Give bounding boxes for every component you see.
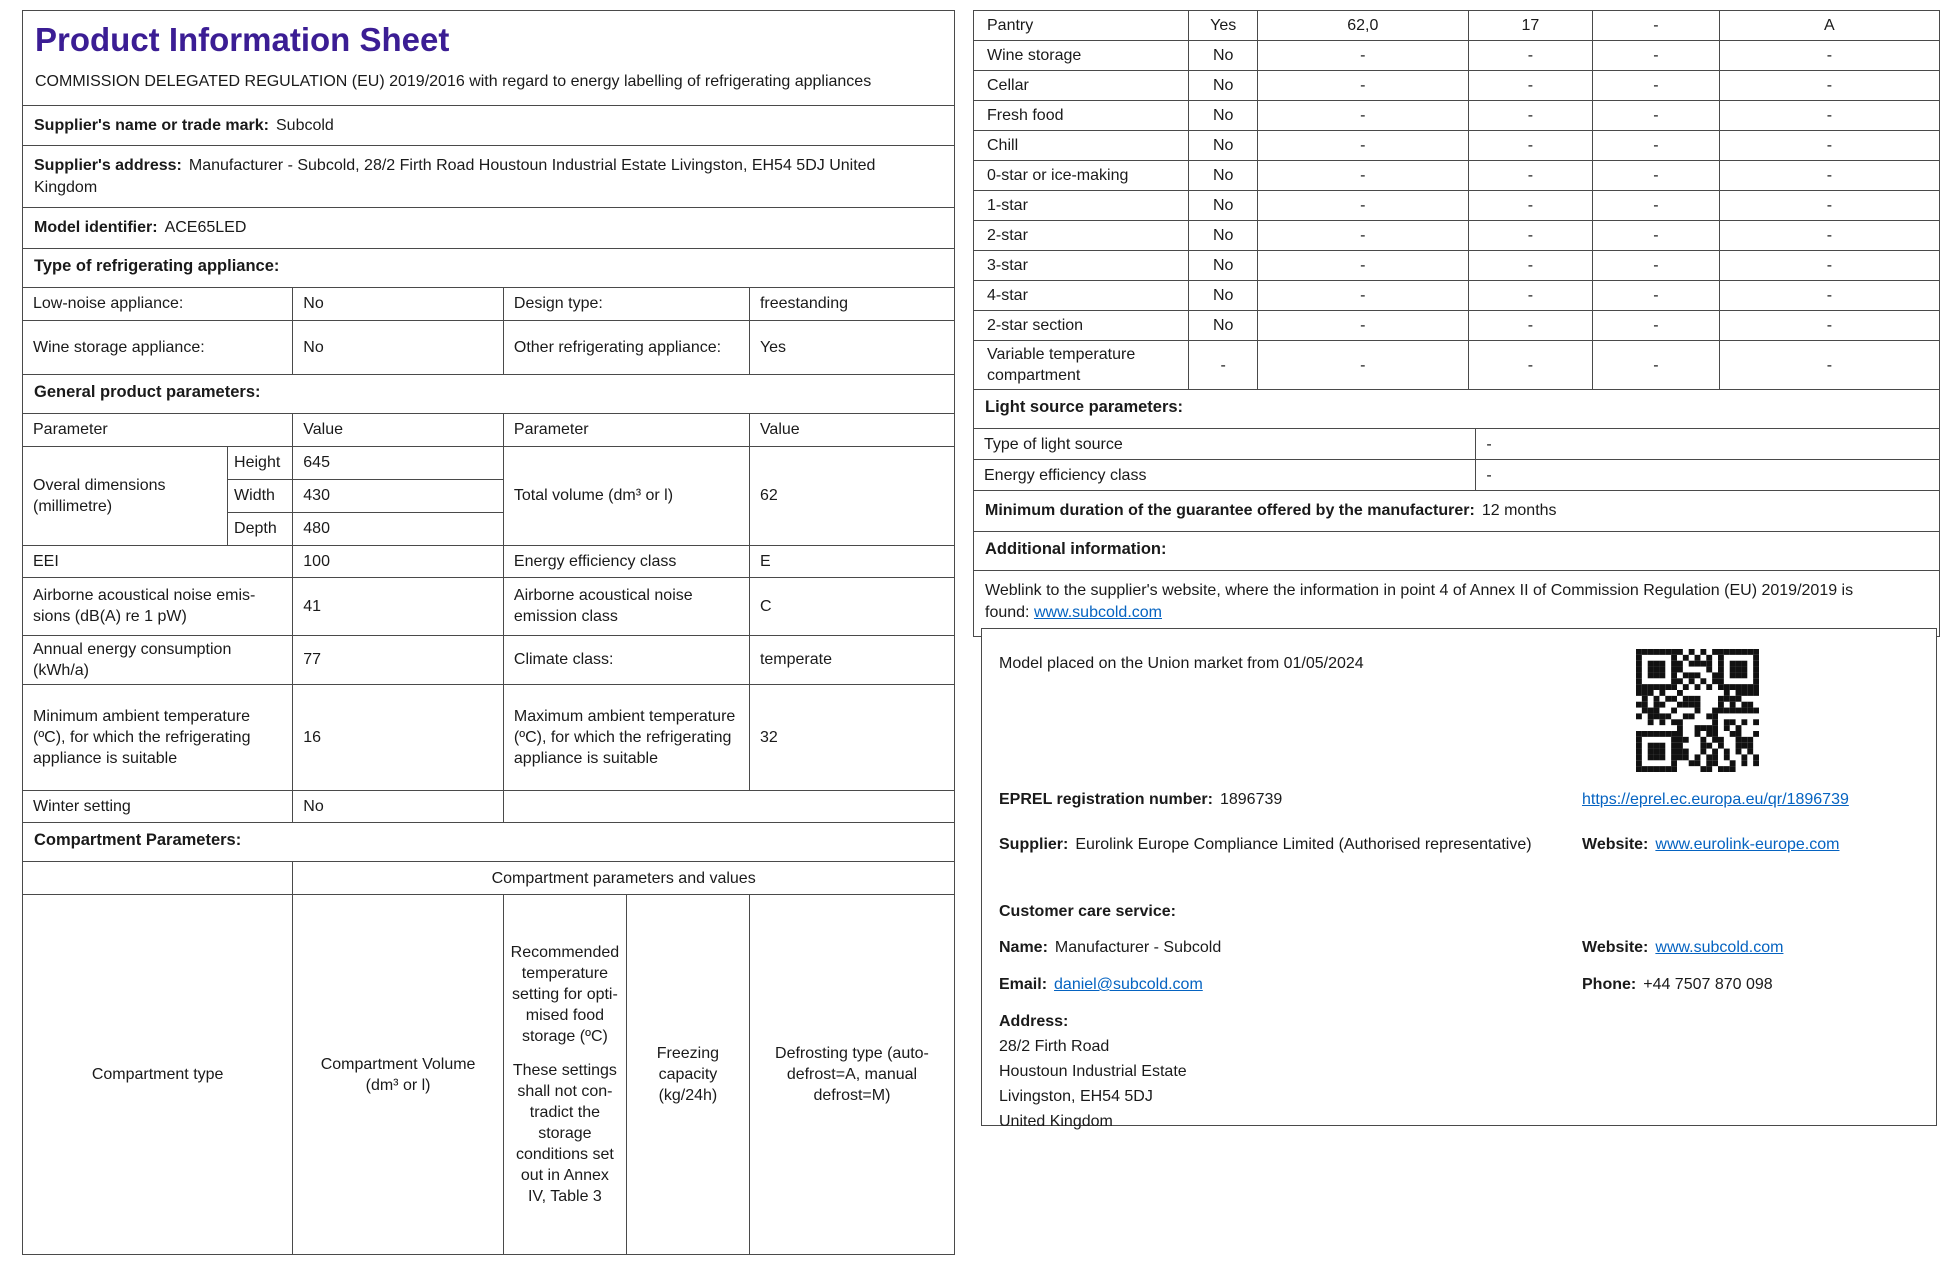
compartment-row	[974, 311, 1940, 341]
compartment-type-cell: Chill	[974, 131, 1189, 161]
table-header-row	[23, 895, 955, 1255]
compartment-present-cell: No	[1189, 161, 1258, 191]
page-title: Product Information Sheet	[35, 21, 450, 58]
value-cell: 77	[293, 635, 504, 684]
table-row	[23, 545, 955, 577]
header-cell: Value	[293, 414, 504, 447]
value-cell: 62	[749, 446, 954, 545]
light-section-heading: Light source parameters:	[973, 390, 1940, 429]
compartment-defrost-cell: -	[1719, 281, 1939, 311]
compartment-present-cell: No	[1189, 311, 1258, 341]
market-date-text: Model placed on the Union market from 01/05/2024	[999, 655, 1364, 672]
supplier-name-label: Supplier's name or trade mark:	[34, 116, 269, 134]
compartment-header-section	[22, 862, 955, 1255]
general-parameters-table	[22, 414, 955, 823]
compartment-freezing-cell: -	[1593, 101, 1720, 131]
compartment-row	[974, 71, 1940, 101]
defrosting-type-header: Defrosting type (auto-defrost=A, manual defrost=M)	[749, 895, 954, 1255]
compartment-present-cell: -	[1189, 341, 1258, 390]
supplier-weblink[interactable]: www.subcold.com	[1033, 604, 1162, 622]
email-label: Email:	[999, 976, 1048, 993]
guarantee-row	[973, 491, 1940, 532]
compartment-row	[974, 101, 1940, 131]
dim-key-cell: Width	[228, 479, 293, 512]
table-row	[23, 446, 955, 479]
compartment-type-cell: Pantry	[974, 11, 1189, 41]
compartment-temp-cell: -	[1468, 191, 1593, 221]
model-identifier-row	[22, 208, 955, 249]
compartment-freezing-cell: -	[1593, 281, 1720, 311]
compartment-type-cell: Cellar	[974, 71, 1189, 101]
email-link[interactable]: daniel@subcold.com	[1054, 976, 1203, 993]
param-cell: Wine storage appliance:	[23, 320, 293, 374]
compartment-row	[974, 221, 1940, 251]
type-section-heading: Type of refrigerating appliance:	[22, 249, 955, 288]
param-cell: Airborne acoustical noise emissions (dB(A) re 1 pW)	[23, 577, 293, 635]
model-identifier-label: Model identifier:	[34, 219, 158, 237]
eprel-registration	[999, 789, 1574, 811]
address-line: United Kingdom	[999, 1113, 1113, 1130]
header-cell: Parameter	[23, 414, 293, 447]
care-email-row	[999, 974, 1919, 996]
compartment-temp-cell: -	[1468, 221, 1593, 251]
phone-value: +44 7507 870 098	[1643, 976, 1773, 993]
compartment-type-cell: 2-star section	[974, 311, 1189, 341]
recommended-temp-note: These settings shall not contradict the storage conditions set out in Annex IV, Table 3	[512, 1061, 617, 1206]
value-cell: -	[1476, 460, 1940, 491]
compartment-present-cell: No	[1189, 251, 1258, 281]
table-row	[23, 320, 955, 374]
supplier-label: Supplier:	[999, 836, 1069, 853]
name-label: Name:	[999, 939, 1048, 956]
eprel-label: EPREL registration number:	[999, 791, 1213, 808]
care-name	[999, 937, 1574, 959]
compartment-temp-cell: 17	[1468, 11, 1593, 41]
address-label: Address:	[999, 1013, 1069, 1030]
compartment-temp-cell: -	[1468, 71, 1593, 101]
compartment-row	[974, 161, 1940, 191]
value-cell: freestanding	[749, 288, 954, 321]
weblink-row	[973, 571, 1940, 637]
value-cell: No	[293, 288, 504, 321]
compartment-defrost-cell: -	[1719, 101, 1939, 131]
eprel-row	[999, 789, 1919, 811]
compartment-header-table	[22, 862, 955, 1255]
supplier-value: Eurolink Europe Compliance Limited (Authorised representative)	[1075, 836, 1532, 853]
span-header-cell: Compartment parameters and values	[293, 862, 955, 895]
dim-value-cell: 645	[293, 446, 504, 479]
compartment-row	[974, 41, 1940, 71]
address-lines	[999, 1034, 1919, 1134]
value-cell: No	[293, 320, 504, 374]
website-label: Website:	[1582, 836, 1649, 853]
compartment-freezing-cell: -	[1593, 11, 1720, 41]
compartment-freezing-cell: -	[1593, 191, 1720, 221]
param-cell: Winter setting	[23, 791, 293, 823]
compartment-type-cell: 2-star	[974, 221, 1189, 251]
param-cell: Energy efficiency class	[974, 460, 1476, 491]
param-cell: Energy efficiency class	[503, 545, 749, 577]
appliance-type-table	[22, 288, 955, 375]
value-cell: -	[1476, 429, 1940, 460]
value-cell: Yes	[749, 320, 954, 374]
compartment-defrost-cell: -	[1719, 311, 1939, 341]
dim-key-cell: Depth	[228, 512, 293, 545]
compartment-present-cell: No	[1189, 221, 1258, 251]
compartment-type-cell: 1-star	[974, 191, 1189, 221]
param-cell: Airborne acoustical noise emission class	[503, 577, 749, 635]
address-line: Livingston, EH54 5DJ	[999, 1088, 1153, 1105]
table-row	[23, 791, 955, 823]
eprel-value: 1896739	[1219, 791, 1283, 808]
care-email	[999, 974, 1574, 996]
compartment-volume-cell: -	[1257, 161, 1468, 191]
compartment-defrost-cell: A	[1719, 11, 1939, 41]
supplier-website-link[interactable]: www.eurolink-europe.com	[1655, 836, 1840, 853]
compartment-row	[974, 251, 1940, 281]
model-identifier-value: ACE65LED	[164, 219, 247, 237]
compartment-defrost-cell: -	[1719, 251, 1939, 281]
care-name-row	[999, 937, 1919, 959]
compartment-present-cell: No	[1189, 131, 1258, 161]
compartment-values-section	[973, 10, 1940, 390]
param-cell: Design type:	[503, 288, 749, 321]
table-row	[974, 460, 1940, 491]
value-cell: 41	[293, 577, 504, 635]
compartment-volume-cell: -	[1257, 41, 1468, 71]
title-block	[22, 10, 955, 106]
compartment-values-table-body	[974, 11, 1940, 390]
guarantee-label: Minimum duration of the guarantee offered by the manufacturer:	[985, 502, 1475, 520]
compartment-volume-cell: -	[1257, 341, 1468, 390]
compartment-present-cell: No	[1189, 281, 1258, 311]
compartment-freezing-cell: -	[1593, 41, 1720, 71]
compartment-type-cell: 0-star or ice-making	[974, 161, 1189, 191]
compartment-temp-cell: -	[1468, 281, 1593, 311]
market-date-row	[999, 653, 1919, 675]
value-cell: 100	[293, 545, 504, 577]
param-cell: Minimum ambient temperature (ºC), for which the refrigerating appliance is suitable	[23, 685, 293, 791]
recommended-temp-text: Recommended temperature setting for optimised food storage (ºC)	[510, 943, 620, 1046]
compartment-freezing-cell: -	[1593, 311, 1720, 341]
address-line: 28/2 Firth Road	[999, 1038, 1110, 1055]
address-line: Houstoun Industrial Estate	[999, 1063, 1187, 1080]
recommended-temp-header	[503, 895, 626, 1255]
authorised-supplier	[999, 834, 1574, 856]
guarantee-value: 12 months	[1481, 502, 1557, 520]
compartment-present-cell: No	[1189, 101, 1258, 131]
compartment-defrost-cell: -	[1719, 191, 1939, 221]
compartment-freezing-cell: -	[1593, 131, 1720, 161]
supplier-address-row	[22, 146, 955, 208]
compartment-volume-cell: -	[1257, 311, 1468, 341]
compartment-row	[974, 341, 1940, 390]
compartment-type-header: Compartment type	[23, 895, 293, 1255]
customer-care-heading: Customer care service:	[999, 903, 1176, 920]
compartment-freezing-cell: -	[1593, 221, 1720, 251]
compartment-volume-cell: -	[1257, 191, 1468, 221]
left-panel	[22, 10, 955, 1255]
right-panel	[973, 10, 1940, 637]
compartment-freezing-cell: -	[1593, 161, 1720, 191]
compartment-row	[974, 11, 1940, 41]
type-table-section	[22, 288, 955, 375]
compartment-row	[974, 281, 1940, 311]
empty-cell	[503, 791, 954, 823]
compartment-temp-cell: -	[1468, 341, 1593, 390]
dim-value-cell: 480	[293, 512, 504, 545]
dimensions-label-cell: Overal dimensions (millimetre)	[23, 446, 228, 545]
general-table-section	[22, 414, 955, 823]
compartment-freezing-cell: -	[1593, 71, 1720, 101]
compartment-defrost-cell: -	[1719, 161, 1939, 191]
compartment-volume-header: Compartment Volume (dm³ or l)	[293, 895, 504, 1255]
compartment-volume-cell: -	[1257, 131, 1468, 161]
compartment-volume-cell: 62,0	[1257, 11, 1468, 41]
table-row	[23, 577, 955, 635]
address-block	[999, 1009, 1919, 1134]
supplier-address-value: Manufacturer - Subcold, 28/2 Firth Road Houstoun Industrial Estate Livingston, EH54 5DJ United Kingdom	[34, 157, 876, 196]
compartment-temp-cell: -	[1468, 161, 1593, 191]
compartment-type-cell: 4-star	[974, 281, 1189, 311]
param-cell: Climate class:	[503, 635, 749, 684]
compartment-present-cell: No	[1189, 191, 1258, 221]
qr-code	[1636, 649, 1759, 772]
compartment-volume-cell: -	[1257, 281, 1468, 311]
registration-box	[981, 628, 1937, 1130]
phone-label: Phone:	[1582, 976, 1637, 993]
compartment-present-cell: Yes	[1189, 11, 1258, 41]
compartment-freezing-cell: -	[1593, 341, 1720, 390]
empty-cell	[23, 862, 293, 895]
compartment-temp-cell: -	[1468, 131, 1593, 161]
eprel-link[interactable]: https://eprel.ec.europa.eu/qr/1896739	[1582, 791, 1849, 808]
compartment-temp-cell: -	[1468, 41, 1593, 71]
compartment-type-cell: Fresh food	[974, 101, 1189, 131]
general-section-heading: General product parameters:	[22, 375, 955, 414]
compartment-type-cell: Variable temperature compartment	[974, 341, 1189, 390]
value-cell: temperate	[749, 635, 954, 684]
table-row	[23, 288, 955, 321]
light-table-section	[973, 429, 1940, 491]
compartment-defrost-cell: -	[1719, 71, 1939, 101]
supplier-address-label: Supplier's address:	[34, 157, 182, 175]
compartment-type-cell: Wine storage	[974, 41, 1189, 71]
header-cell: Value	[749, 414, 954, 447]
param-cell: Maximum ambient temperature (ºC), for which the refrigerating appliance is suitable	[503, 685, 749, 791]
param-cell: Annual energy consumption (kWh/a)	[23, 635, 293, 684]
param-cell: Other refrigerating appliance:	[503, 320, 749, 374]
table-header-row	[23, 414, 955, 447]
table-row	[974, 429, 1940, 460]
value-cell: C	[749, 577, 954, 635]
care-website-label: Website:	[1582, 939, 1649, 956]
compartment-freezing-cell: -	[1593, 251, 1720, 281]
compartment-volume-cell: -	[1257, 251, 1468, 281]
compartment-defrost-cell: -	[1719, 41, 1939, 71]
table-header-row	[23, 862, 955, 895]
compartment-volume-cell: -	[1257, 71, 1468, 101]
weblink-text: Weblink to the supplier's website, where the information in point 4 of Annex II of Commission Regulation (EU) 2019/2019 is found:	[985, 581, 1854, 622]
light-source-table	[973, 429, 1940, 491]
param-cell: Type of light source	[974, 429, 1476, 460]
care-website-link[interactable]: www.subcold.com	[1655, 939, 1784, 956]
compartment-temp-cell: -	[1468, 311, 1593, 341]
supplier-row	[999, 834, 1919, 856]
name-value: Manufacturer - Subcold	[1054, 939, 1222, 956]
supplier-name-row	[22, 106, 955, 147]
compartment-defrost-cell: -	[1719, 131, 1939, 161]
compartment-type-cell: 3-star	[974, 251, 1189, 281]
additional-info-heading: Additional information:	[973, 532, 1940, 571]
table-row	[23, 685, 955, 791]
param-cell: EEI	[23, 545, 293, 577]
header-cell: Parameter	[503, 414, 749, 447]
dim-key-cell: Height	[228, 446, 293, 479]
table-row	[23, 635, 955, 684]
value-cell: No	[293, 791, 504, 823]
compartment-present-cell: No	[1189, 41, 1258, 71]
compartment-defrost-cell: -	[1719, 341, 1939, 390]
freezing-capacity-header: Freezing capacity (kg/24h)	[626, 895, 749, 1255]
compartment-defrost-cell: -	[1719, 221, 1939, 251]
value-cell: 32	[749, 685, 954, 791]
compartment-values-table	[973, 10, 1940, 390]
compartment-volume-cell: -	[1257, 221, 1468, 251]
value-cell: E	[749, 545, 954, 577]
param-cell: Low-noise appliance:	[23, 288, 293, 321]
regulation-subtitle: COMMISSION DELEGATED REGULATION (EU) 2019/2016 with regard to energy labelling of refrigerating appliances	[35, 72, 872, 90]
value-cell: 16	[293, 685, 504, 791]
dim-value-cell: 430	[293, 479, 504, 512]
compartment-volume-cell: -	[1257, 101, 1468, 131]
compartment-present-cell: No	[1189, 71, 1258, 101]
compartment-temp-cell: -	[1468, 101, 1593, 131]
param-cell: Total volume (dm³ or l)	[503, 446, 749, 545]
compartment-section-heading: Compartment Parameters:	[22, 823, 955, 862]
supplier-name-value: Subcold	[276, 116, 334, 134]
compartment-row	[974, 131, 1940, 161]
compartment-temp-cell: -	[1468, 251, 1593, 281]
compartment-row	[974, 191, 1940, 221]
